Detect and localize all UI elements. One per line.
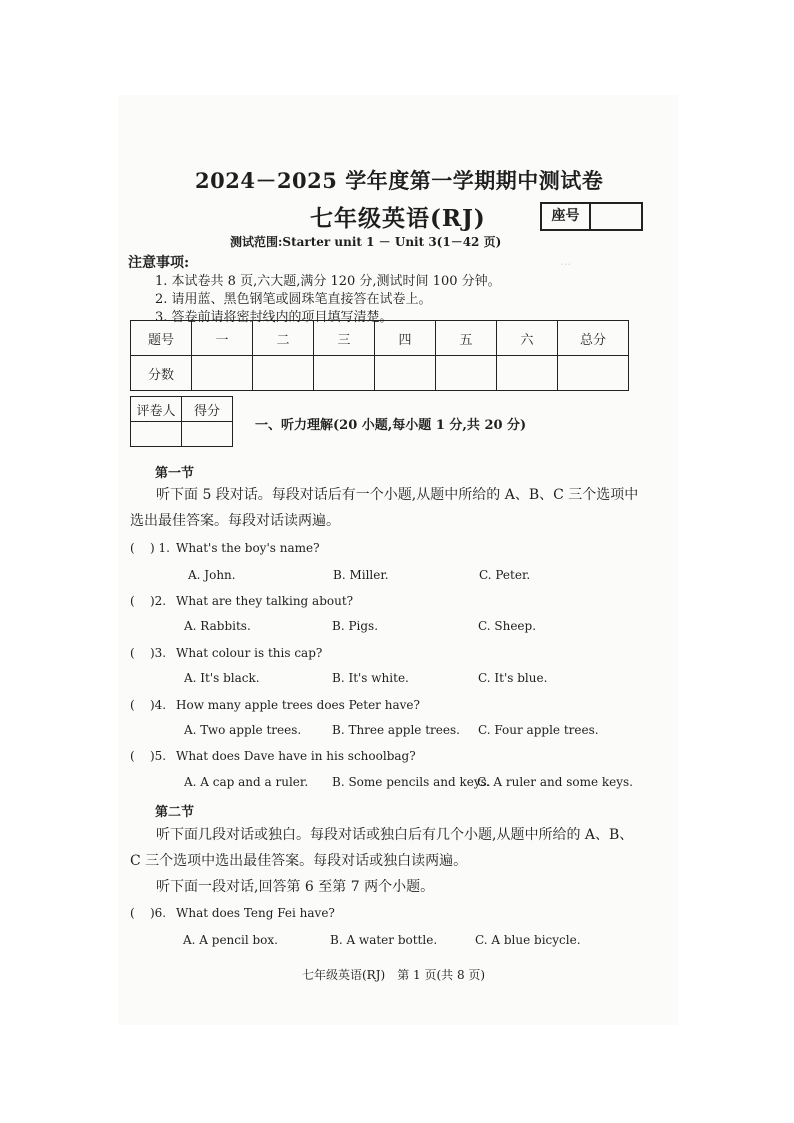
score-entry-cell[interactable] [375,356,436,391]
grader-score-entry-cell[interactable] [182,422,233,447]
score-entry-cell[interactable] [192,356,253,391]
question-text: What does Teng Fei have? [176,906,335,920]
option-a: A. John. [188,568,236,582]
answer-blank[interactable]: ( ) 1. [130,541,170,555]
section-title: 一、听力理解(20 小题,每小题 1 分,共 20 分) [255,418,527,433]
option-c: C. Peter. [479,568,531,582]
grader-entry-cell[interactable] [131,422,182,447]
option-a: A. Rabbits. [184,619,251,633]
question-text: What are they talking about? [176,594,354,608]
score-table-cell: 二 [253,321,314,356]
option-c: C. Sheep. [478,619,537,633]
score-table-score-row [131,356,629,391]
grader-label: 评卷人 [131,397,182,422]
score-entry-cell[interactable] [314,356,375,391]
answer-blank[interactable]: ( )4. [130,698,167,712]
question-stem [130,749,416,763]
option-a: A. A pencil box. [183,933,278,947]
score-entry-cell[interactable] [497,356,558,391]
page-footer: 七年级英语(RJ) 第 1 页(共 8 页) [302,968,486,982]
score-entry-cell[interactable] [436,356,497,391]
score-entry-cell[interactable] [558,356,629,391]
note-item: 2. 请用蓝、黑色钢笔或圆珠笔直接答在试卷上。 [155,292,432,307]
sub-instruction: 听下面一段对话,回答第 6 至第 7 两个小题。 [156,879,435,895]
score-table-cell: 三 [314,321,375,356]
option-b: B. A water bottle. [330,933,438,947]
part-heading: 第一节 [155,466,195,481]
exam-subtitle: 七年级英语(RJ) [310,205,486,232]
score-table-header-row [131,321,629,356]
question-stem [130,541,320,555]
option-c: C. A blue bicycle. [475,933,581,947]
option-a: A. A cap and a ruler. [184,775,309,789]
option-a: A. Two apple trees. [184,723,302,737]
answer-blank[interactable]: ( )2. [130,594,167,608]
answer-blank[interactable]: ( )6. [130,906,167,920]
grader-score-label: 得分 [182,397,233,422]
score-table-cell: 总分 [558,321,629,356]
score-table-cell: 一 [192,321,253,356]
question-stem [130,906,335,920]
option-c: C. A ruler and some keys. [477,775,633,789]
exam-title: 2024－2025 学年度第一学期期中测试卷 [195,168,604,193]
question-text: What does Dave have in his schoolbag? [176,749,416,763]
option-c: C. It's blue. [478,671,548,685]
note-item: 3. 答卷前请将密封线内的项目填写清楚。 [155,310,393,325]
question-text: How many apple trees does Peter have? [176,698,420,712]
score-entry-cell[interactable] [253,356,314,391]
question-text: What colour is this cap? [176,646,323,660]
option-b: B. Miller. [333,568,389,582]
answer-blank[interactable]: ( )5. [130,749,167,763]
option-c: C. Four apple trees. [478,723,599,737]
seat-number-box [540,202,643,231]
part-instructions: 听下面几段对话或独白。每段对话或独白后有几个小题,从题中所给的 A、B、C 三个选项中选出最佳答案。每段对话或独白读两遍。 [130,827,634,869]
question-stem [130,698,420,712]
option-b: B. Some pencils and keys. [332,775,491,789]
notes-heading: 注意事项: [128,255,190,271]
bleed-through-text: … [560,255,571,268]
seat-number-label: 座号 [542,204,591,229]
part-instructions: 听下面 5 段对话。每段对话后有一个小题,从题中所给的 A、B、C 三个选项中选出最佳答案。每段对话读两遍。 [130,487,639,529]
score-table-cell: 四 [375,321,436,356]
score-table-cell: 五 [436,321,497,356]
grader-table [130,396,233,447]
seat-number-field[interactable] [591,204,641,229]
question-stem [130,646,322,660]
test-scope: 测试范围:Starter unit 1 － Unit 3(1－42 页) [230,235,502,249]
option-b: B. It's white. [332,671,409,685]
score-table [130,320,629,391]
option-b: B. Three apple trees. [332,723,460,737]
question-stem [130,594,353,608]
note-item: 1. 本试卷共 8 页,六大题,满分 120 分,测试时间 100 分钟。 [155,274,501,289]
part-heading: 第二节 [155,805,195,820]
score-table-cell: 题号 [131,321,192,356]
score-table-cell: 六 [497,321,558,356]
question-text: What's the boy's name? [176,541,320,555]
answer-blank[interactable]: ( )3. [130,646,167,660]
score-table-cell: 分数 [131,356,192,391]
option-b: B. Pigs. [332,619,379,633]
option-a: A. It's black. [184,671,260,685]
